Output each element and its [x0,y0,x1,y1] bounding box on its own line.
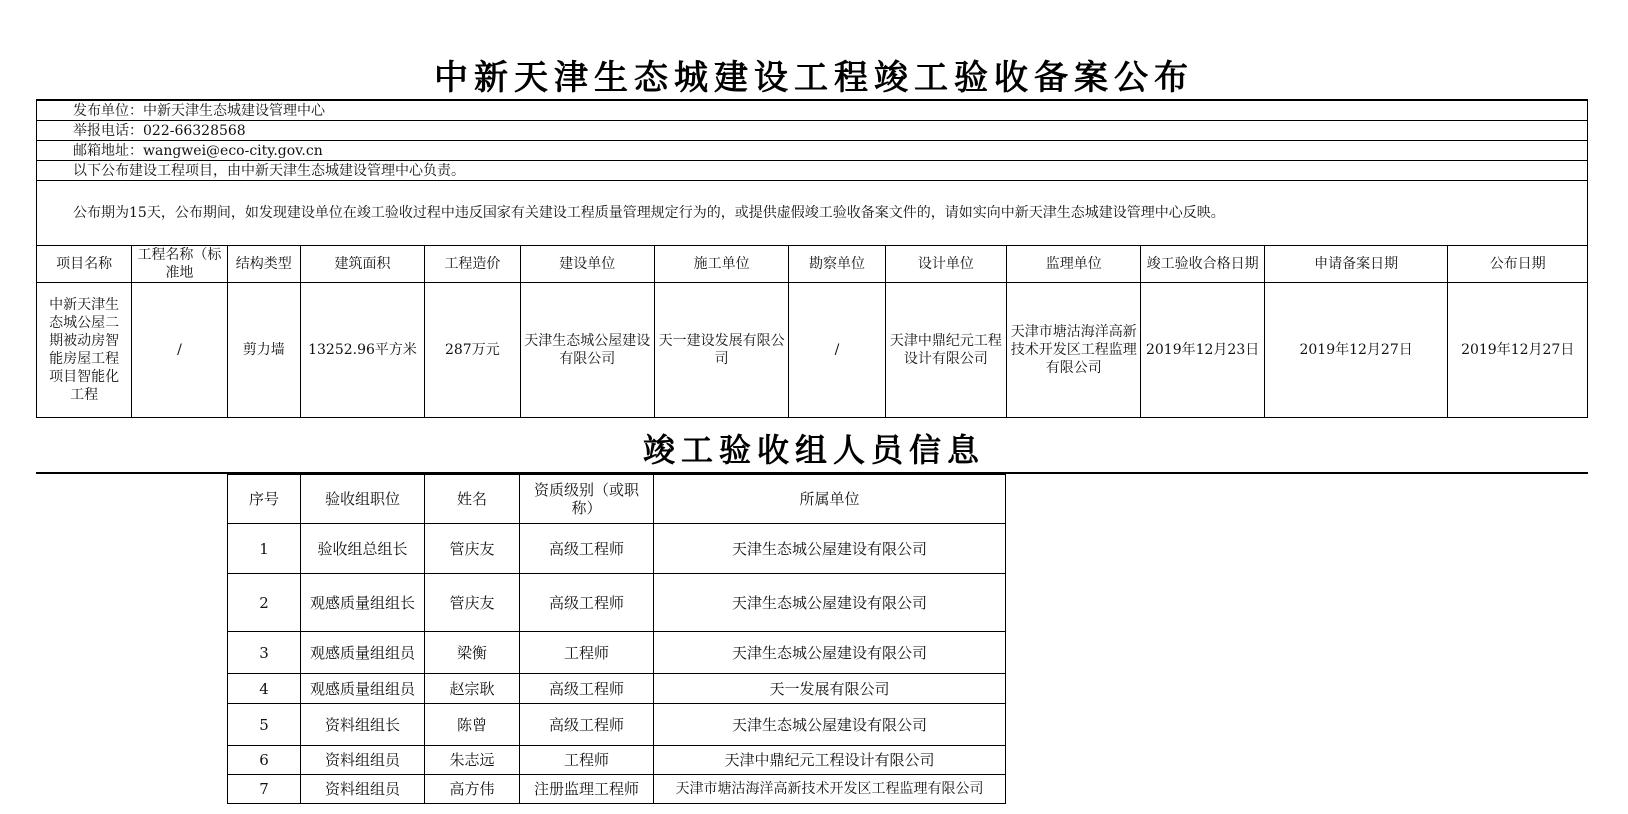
header-cell: 工程名称（标准地 [132,246,227,283]
project-info-table [36,99,1588,418]
table-cell: 天津中鼎纪元工程设计有限公司 [654,746,1006,775]
table-cell: 天津生态城公屋建设有限公司 [654,632,1006,674]
table-cell: 梁衡 [425,632,520,674]
table-row [228,674,1006,704]
table-row [228,632,1006,674]
table-row [228,775,1006,804]
table-row [228,524,1006,574]
table-cell: / [132,283,227,418]
table-cell: 剪力墙 [227,283,300,418]
table-cell: 注册监理工程师 [520,775,654,804]
table-cell: 6 [228,746,301,775]
table-cell: 观感质量组组员 [301,674,425,704]
table-cell: 工程师 [520,632,654,674]
table-cell: 5 [228,704,301,746]
table-cell: 2019年12月27日 [1264,283,1448,418]
table-cell: 天津市塘沽海洋高新技术开发区工程监理有限公司 [1007,283,1141,418]
table-cell: 高级工程师 [520,524,654,574]
header-cell: 设计单位 [885,246,1006,283]
table-cell: 天津生态城公屋建设有限公司 [654,574,1006,632]
table-cell: 2019年12月27日 [1448,283,1588,418]
table-cell: 验收组总组长 [301,524,425,574]
table-cell: 2 [228,574,301,632]
table-cell: / [789,283,885,418]
table-cell: 高级工程师 [520,674,654,704]
intro-text: 以下公布建设工程项目，由中新天津生态城建设管理中心负责。 [37,161,1588,181]
table-cell: 资料组组员 [301,746,425,775]
table-cell: 赵宗耿 [425,674,520,704]
header-cell: 姓名 [425,475,520,524]
table-cell: 高方伟 [425,775,520,804]
header-cell: 勘察单位 [789,246,885,283]
table-cell: 天津生态城公屋建设有限公司 [520,283,654,418]
page-title: 中新天津生态城建设工程竣工验收备案公布 [434,58,1194,98]
table-cell: 陈曾 [425,704,520,746]
table-cell: 管庆友 [425,574,520,632]
project-name-cell: 中新天津生态城公屋二期被动房智能房屋工程项目智能化工程 [37,283,132,418]
header-cell: 建设单位 [520,246,654,283]
table-cell: 朱志远 [425,746,520,775]
header-cell: 验收组职位 [301,475,425,524]
header-cell: 监理单位 [1007,246,1141,283]
header-cell: 公布日期 [1448,246,1588,283]
phone-text: 举报电话：022-66328568 [37,121,1588,141]
header-cell: 序号 [228,475,301,524]
table-cell: 13252.96平方米 [300,283,424,418]
table-cell: 观感质量组组长 [301,574,425,632]
table-cell: 287万元 [425,283,520,418]
table-cell: 资料组组长 [301,704,425,746]
header-cell: 施工单位 [654,246,788,283]
table-cell: 3 [228,632,301,674]
header-cell: 结构类型 [227,246,300,283]
table-cell: 工程师 [520,746,654,775]
header-cell: 资质级别（或职称） [520,475,654,524]
table-cell: 天津市塘沽海洋高新技术开发区工程监理有限公司 [654,775,1006,804]
header-cell: 申请备案日期 [1264,246,1448,283]
table-cell: 天一发展有限公司 [654,674,1006,704]
notice-text: 公布期为15天，公布期间，如发现建设单位在竣工验收过程中违反国家有关建设工程质量管理规定行为的，或提供虚假竣工验收备案文件的，请如实向中新天津生态城建设管理中心反映。 [37,181,1588,246]
table-cell: 2019年12月23日 [1141,283,1264,418]
table-cell: 1 [228,524,301,574]
header-cell: 建筑面积 [300,246,424,283]
team-table [227,474,1006,804]
header-cell: 竣工验收合格日期 [1141,246,1264,283]
table-row [228,574,1006,632]
team-section-title: 竣工验收组人员信息 [642,431,985,469]
header-cell: 工程造价 [425,246,520,283]
table-cell: 高级工程师 [520,704,654,746]
table-cell: 资料组组员 [301,775,425,804]
table-row [228,704,1006,746]
table-row [228,746,1006,775]
email-text: 邮箱地址：wangwei@eco-city.gov.cn [37,141,1588,161]
table-cell: 观感质量组组员 [301,632,425,674]
publisher-text: 发布单位：中新天津生态城建设管理中心 [37,100,1588,121]
table-cell: 管庆友 [425,524,520,574]
table-cell: 高级工程师 [520,574,654,632]
table-cell: 7 [228,775,301,804]
table-row [37,283,1588,418]
table-cell: 天一建设发展有限公司 [654,283,788,418]
header-cell: 所属单位 [654,475,1006,524]
table-cell: 天津中鼎纪元工程设计有限公司 [885,283,1006,418]
table-cell: 4 [228,674,301,704]
header-cell: 项目名称 [37,246,132,283]
table-cell: 天津生态城公屋建设有限公司 [654,704,1006,746]
table-cell: 天津生态城公屋建设有限公司 [654,524,1006,574]
